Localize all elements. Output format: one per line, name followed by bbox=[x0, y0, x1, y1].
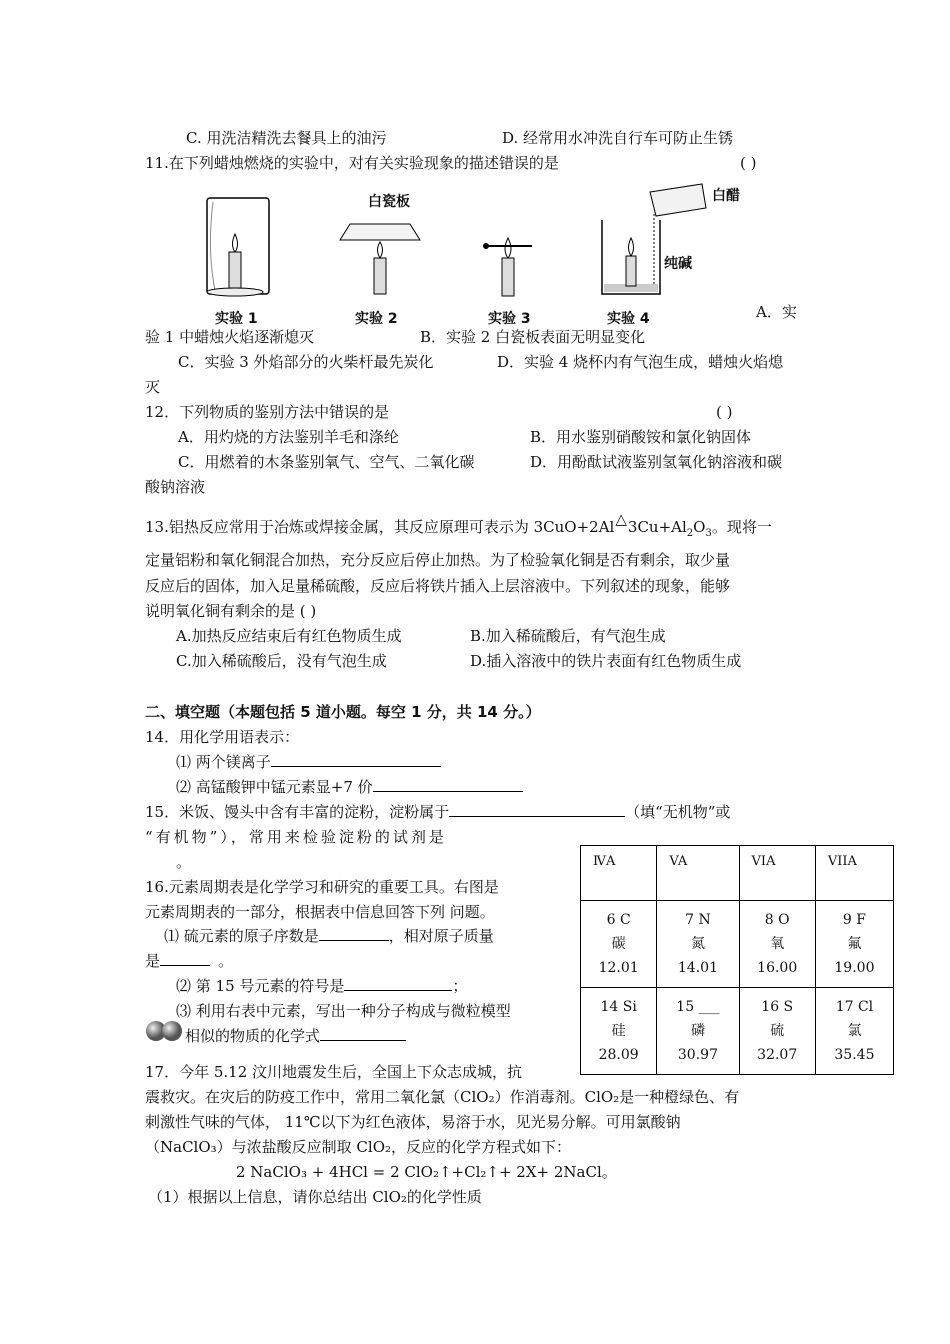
q16-part-3-cont-text: 相似的物质的化学式 bbox=[185, 1027, 321, 1045]
periodic-table-row-2 bbox=[581, 901, 894, 988]
periodic-table-header-row bbox=[581, 846, 894, 901]
molecule-model-icon bbox=[145, 1020, 185, 1042]
element-name: 氟 bbox=[847, 936, 862, 952]
q13-option-c: C.加入稀硫酸后，没有气泡生成 bbox=[176, 652, 387, 670]
q16-answer-blank-3[interactable] bbox=[344, 976, 452, 991]
q17-chemical-equation: 2 NaClO₃ + 4HCl = 2 ClO₂↑+Cl₂↑+ 2X+ 2NaCl。 bbox=[236, 1163, 617, 1181]
q14-part-2-text: ⑵ 高锰酸钾中锰元素显+7 价 bbox=[176, 778, 373, 796]
experiment-2-figure bbox=[330, 210, 430, 300]
q13-line-2: 定量铝粉和氧化铜混合加热，充分反应后停止加热。为了检验氧化铜是否有剩余，取少量 bbox=[145, 551, 731, 569]
q13-line-1-text: 13.铝热反应常用于冶炼或焊接金属，其反应原理可表示为 3CuO+2Al bbox=[145, 518, 615, 536]
q16-part-3-cont bbox=[185, 1026, 406, 1046]
element-mass: 35.45 bbox=[834, 1047, 875, 1063]
experiment-3-figure bbox=[478, 228, 538, 300]
element-name: 氯 bbox=[847, 1023, 862, 1039]
q16-part-1-mid: ，相对原子质量 bbox=[388, 927, 494, 945]
q14-stem: 14．用化学用语表示： bbox=[145, 728, 300, 746]
group-header: VIA bbox=[739, 846, 815, 901]
element-mass: 14.01 bbox=[677, 960, 718, 976]
element-mass: 28.09 bbox=[598, 1047, 639, 1063]
group-header: ⅣA bbox=[581, 846, 657, 901]
element-name: 氮 bbox=[690, 936, 705, 952]
experiment-3-caption: 实验 3 bbox=[488, 311, 531, 327]
q13-formula-product: 3Cu+Al bbox=[627, 518, 687, 536]
experiment-2-caption: 实验 2 bbox=[355, 311, 398, 327]
q11-option-d-head: D．实验 4 烧杯内有气泡生成，蜡烛火焰熄 bbox=[497, 353, 784, 371]
element-cell-carbon bbox=[581, 901, 657, 988]
q11-stem: 11.在下列蜡烛燃烧的实验中，对有关实验现象的描述错误的是 bbox=[145, 154, 559, 172]
q13-line-1: 13.铝热反应常用于冶炼或焊接金属，其反应原理可表示为 $3CuO+2Al\triangle 3Cu+Al_2O_3$。现将一 bbox=[145, 510, 772, 539]
q11-option-a-head: A．实 bbox=[756, 303, 797, 321]
element-cell-oxygen bbox=[739, 901, 815, 988]
q11-option-c: C．实验 3 外焰部分的火柴杆最先炭化 bbox=[178, 353, 434, 371]
q15-line-3: 。 bbox=[176, 853, 192, 871]
element-mass: 19.00 bbox=[834, 960, 875, 976]
q16-answer-blank-4[interactable] bbox=[320, 1026, 406, 1041]
q15-line-1 bbox=[145, 802, 730, 822]
q13-option-a: A.加热反应结束后有红色物质生成 bbox=[176, 627, 402, 645]
q16-part-1 bbox=[164, 926, 494, 946]
element-cell-nitrogen bbox=[657, 901, 739, 988]
group-header: VA bbox=[657, 846, 739, 901]
soda-label: 纯碱 bbox=[664, 256, 692, 272]
element-number-symbol: 8 O bbox=[764, 912, 790, 928]
q17-line-1: 17．今年 5.12 汶川地震发生后，全国上下众志成城，抗 bbox=[145, 1063, 523, 1081]
element-mass: 32.07 bbox=[757, 1047, 798, 1063]
element-number-symbol: 16 S bbox=[761, 999, 794, 1015]
vinegar-label: 白醋 bbox=[712, 188, 740, 204]
q11-option-d-tail: 灭 bbox=[145, 378, 161, 396]
q14-part-1 bbox=[176, 752, 441, 772]
q12-option-a: A．用灼烧的方法鉴别羊毛和涤纶 bbox=[178, 428, 399, 446]
element-number-symbol: 15 ___ bbox=[676, 999, 720, 1015]
element-name: 硅 bbox=[611, 1023, 626, 1039]
q14-part-1-text: ⑴ 两个镁离子 bbox=[176, 753, 271, 771]
element-name: 碳 bbox=[611, 936, 626, 952]
q10-option-c: C. 用洗洁精洗去餐具上的油污 bbox=[186, 129, 387, 147]
q12-option-d-head: D．用酚酞试液鉴别氢氧化钠溶液和碳 bbox=[530, 453, 783, 471]
q16-answer-blank-2[interactable] bbox=[160, 951, 210, 966]
element-cell-silicon bbox=[581, 988, 657, 1075]
experiment-1-caption: 实验 1 bbox=[215, 311, 258, 327]
q12-answer-paren: ( ) bbox=[716, 403, 733, 421]
q16-line-1: 16.元素周期表是化学学习和研究的重要工具。右图是 bbox=[145, 878, 499, 896]
periodic-table-row-3 bbox=[581, 988, 894, 1075]
q11-option-b: B．实验 2 白瓷板表面无明显变化 bbox=[420, 328, 646, 346]
q13-option-b: B.加入稀硫酸后，有气泡生成 bbox=[470, 627, 666, 645]
q14-answer-blank-2[interactable] bbox=[373, 777, 523, 792]
q12-option-b: B．用水鉴别硝酸铵和氯化钠固体 bbox=[530, 428, 752, 446]
q13-line-3: 反应后的固体，加入足量稀硫酸，反应后将铁片插入上层溶液中。下列叙述的现象，能够 bbox=[145, 577, 731, 595]
experiment-1-figure bbox=[195, 190, 285, 300]
element-number-symbol: 14 Si bbox=[600, 999, 637, 1015]
q13-line-1-end: 。现将一 bbox=[711, 518, 772, 536]
q16-part-2 bbox=[176, 976, 467, 996]
q16-part-2-text: ⑵ 第 15 号元素的符号是 bbox=[176, 977, 345, 995]
q17-line-3: 刺激性气味的气体， 11℃以下为红色液体，易溶于水，见光易分解。可用氯酸钠 bbox=[145, 1113, 681, 1131]
q15-line-1-text: 15．米饭、馒头中含有丰富的淀粉，淀粉属于 bbox=[145, 803, 450, 821]
experiment-4-caption: 实验 4 bbox=[607, 311, 650, 327]
q16-part-2-end: ； bbox=[452, 977, 468, 995]
element-name: 氧 bbox=[770, 936, 785, 952]
q13-option-d: D.插入溶液中的铁片表面有红色物质生成 bbox=[470, 652, 742, 670]
q16-part-1-cont bbox=[145, 951, 233, 971]
element-name: 磷 bbox=[690, 1023, 705, 1039]
q12-option-c: C．用燃着的木条鉴别氧气、空气、二氧化碳 bbox=[178, 453, 475, 471]
q17-line-4: （NaClO₃）与浓盐酸反应制取 ClO₂，反应的化学方程式如下： bbox=[145, 1138, 572, 1156]
element-number-symbol: 9 F bbox=[842, 912, 866, 928]
section-2-heading: 二、填空题（本题包括 5 道小题。每空 1 分，共 14 分。） bbox=[145, 703, 541, 721]
element-mass: 12.01 bbox=[598, 960, 639, 976]
q13-formula-oxide: O bbox=[693, 518, 706, 536]
heat-triangle-icon: △ bbox=[615, 510, 627, 528]
element-name: 硫 bbox=[770, 1023, 785, 1039]
q14-answer-blank-1[interactable] bbox=[271, 752, 441, 767]
element-number-symbol: 17 Cl bbox=[835, 999, 874, 1015]
experiment-4-figure bbox=[590, 180, 720, 302]
q10-option-d: D. 经常用水冲洗自行车可防止生锈 bbox=[502, 129, 734, 147]
group-header: VIIA bbox=[815, 846, 893, 901]
q13-line-4: 说明氧化铜有剩余的是 ( ) bbox=[145, 602, 317, 620]
q17-line-2: 震救灾。在灾后的防疫工作中，常用二氧化氯（ClO₂）作消毒剂。ClO₂是一种橙绿色、有 bbox=[145, 1088, 740, 1106]
q15-line-2: “有机物”），常用来检验淀粉的试剂是 bbox=[145, 828, 447, 846]
q12-option-d-tail: 酸钠溶液 bbox=[145, 478, 206, 496]
q16-part-1-end: 。 bbox=[218, 952, 234, 970]
element-number-symbol: 6 C bbox=[606, 912, 631, 928]
element-number-symbol: 7 N bbox=[685, 912, 711, 928]
q16-part-1-text: ⑴ 硫元素的原子序数是 bbox=[164, 927, 319, 945]
q16-line-2: 元素周期表的一部分，根据表中信息回答下列 问题。 bbox=[145, 903, 495, 921]
element-cell-fluorine bbox=[815, 901, 893, 988]
element-mass: 16.00 bbox=[757, 960, 798, 976]
q15-line-1-end: （填“无机物”或 bbox=[625, 803, 731, 821]
periodic-table-fragment bbox=[580, 845, 894, 1075]
q15-answer-blank-1[interactable] bbox=[449, 802, 625, 817]
q16-answer-blank-1[interactable] bbox=[319, 926, 389, 941]
element-cell-chlorine bbox=[815, 988, 893, 1075]
element-cell-sulfur bbox=[739, 988, 815, 1075]
q14-part-2 bbox=[176, 777, 523, 797]
q16-part-3: ⑶ 利用右表中元素，写出一种分子构成与微粒模型 bbox=[176, 1002, 511, 1020]
element-cell-phosphorus bbox=[657, 988, 739, 1075]
q11-option-a-tail: 验 1 中蜡烛火焰逐渐熄灭 bbox=[145, 328, 315, 346]
q11-answer-paren: ( ) bbox=[740, 154, 757, 172]
q12-stem: 12．下列物质的鉴别方法中错误的是 bbox=[145, 403, 390, 421]
white-plate-label: 白瓷板 bbox=[368, 194, 410, 210]
element-mass: 30.97 bbox=[677, 1047, 718, 1063]
q17-part-1: （1）根据以上信息，请你总结出 ClO₂的化学性质 bbox=[148, 1188, 482, 1206]
q16-part-1-cont-text: 是 bbox=[145, 952, 161, 970]
